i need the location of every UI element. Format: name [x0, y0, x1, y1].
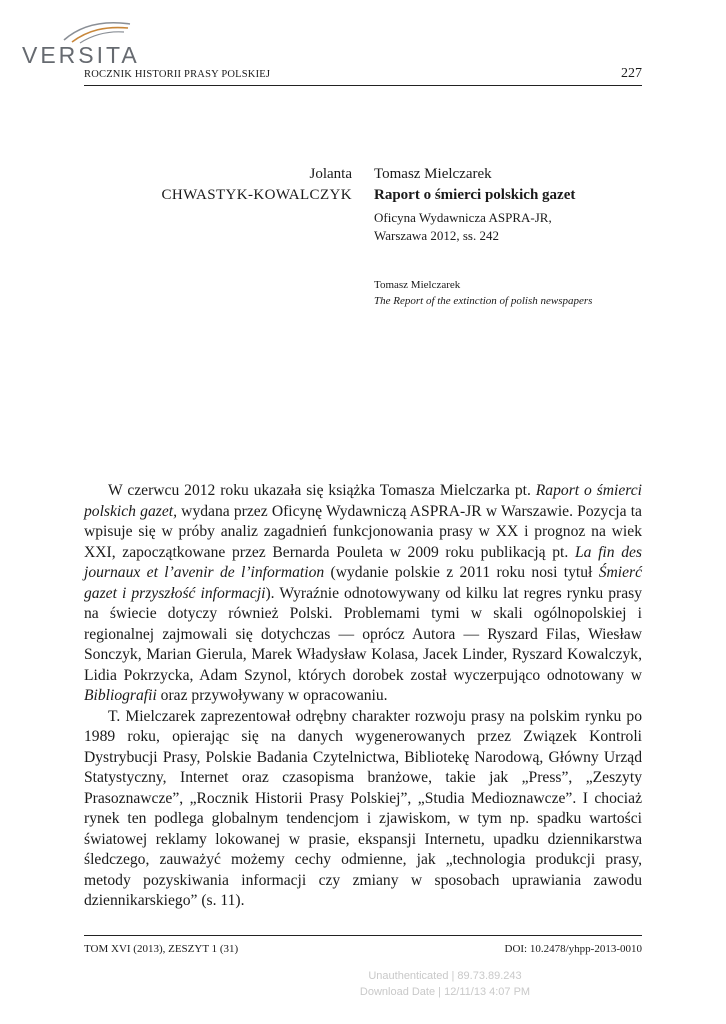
book-publisher-block: [374, 209, 654, 245]
english-title-block: [374, 277, 592, 309]
header-divider: [84, 85, 642, 86]
reviewer-block: [161, 164, 352, 206]
paragraph-1-text: ). Wyraźnie odnotowywany od kilku lat regres rynku prasy na świecie dotyczy również Polski. Problemami tymi w skali ogólnopolskiej i regionalnej zajmowali się dotychczas — oprócz Autora — Ryszard Filas, Wiesław Sonczyk, Marian Gierula, Marek Władysław Kolasa, Jacek Linder, Ryszard Kowalczyk, Lidia Pokrzycka, Adam Szynol, których dorobek został wyczerpująco odnotowany w: [84, 584, 642, 684]
italic-poulet-title: La fin des journaux et l’avenir de l’information: [84, 543, 642, 581]
book-title: Raport o śmierci polskich gazet: [374, 187, 576, 203]
issue-info: TOM XVI (2013), ZESZYT 1 (31): [84, 943, 239, 955]
italic-bibliografia: Bibliografii: [84, 687, 157, 704]
book-place-year: Warszawa 2012, ss. 242: [374, 228, 499, 243]
paragraph-2: T. Mielczarek zaprezentował odrębny charakter rozwoju prasy na polskim rynku po 1989 roku, opierając się na danych wygenerowanych przez Związek Kontroli Dystrybucji Prasy, Polskie Badania Czytelnictwa, Bibliotekę Narodową, Główny Urząd Statystyczny, Internet oraz czasopisma branżowe, takie jak „Press”, „Zeszyty Prasoznawcze”, „Rocznik Historii Prasy Polskiej”, „Studia Medioznawcze”. I chociaż rynek ten podlega globalnym tendencjom i zjawiskom, w tym np. spadku wartości światowej reklamy lokowanej w prasie, ekspansji Internetu, upadku dziennikarstwa śledczego, zauważyć możemy cechy odmienne, jak „technologia produkcji prasy, metody pozyskiwania informacji czy zmiany w sposobach uprawiania zawodu dziennikarskiego” (s. 11).: [84, 707, 642, 909]
paragraph-1: [84, 481, 642, 707]
italic-polish-edition-title: Śmierć gazet i przyszłość informacji: [84, 564, 643, 602]
book-author: Tomasz Mielczarek: [374, 166, 492, 182]
watermark-line-2: Download Date | 12/11/13 4:07 PM: [359, 986, 531, 998]
english-author: Tomasz Mielczarek: [374, 279, 461, 291]
english-title: The Report of the extinction of polish newspapers: [374, 295, 593, 307]
article-body: [84, 481, 642, 912]
footer-divider: [84, 935, 642, 936]
page-number: 227: [621, 66, 642, 81]
doi-link[interactable]: DOI: 10.2478/yhpp-2013-0010: [504, 943, 642, 955]
swoosh-icon: [62, 18, 132, 44]
italic-book-title: Raport o śmierci polskich gazet,: [84, 482, 642, 520]
reviewer-first-name: Jolanta: [309, 166, 352, 182]
watermark-line-1: Unauthenticated | 89.73.89.243: [368, 970, 522, 982]
paragraph-1-text: wydana przez Oficynę Wydawniczą ASPRA-JR w Warszawie. Pozycja ta wpisuje się w próby analiz zagadnień funkcjonowania prasy w XX i prognoz na wiek XXI, zapoczątkowane przez Bernarda Pouleta w 2009 roku publikacją pt.: [84, 502, 642, 561]
book-info: [374, 164, 654, 245]
versita-logo: [22, 18, 140, 68]
paragraph-1-text: (wydanie polskie z 2011 roku nosi tytuł: [324, 564, 599, 581]
paragraph-1-text: W czerwcu 2012 roku ukazała się książka Tomasza Mielczarka pt.: [108, 482, 536, 499]
paragraph-1-text: oraz przywoływany w opracowaniu.: [156, 687, 388, 704]
logo-text: VERSITA: [22, 42, 140, 68]
book-publisher: Oficyna Wydawnicza ASPRA-JR,: [374, 210, 552, 225]
download-watermark: [340, 968, 550, 1000]
running-head: ROCZNIK HISTORII PRASY POLSKIEJ: [84, 69, 271, 80]
reviewer-last-name: CHWASTYK-KOWALCZYK: [161, 187, 352, 203]
